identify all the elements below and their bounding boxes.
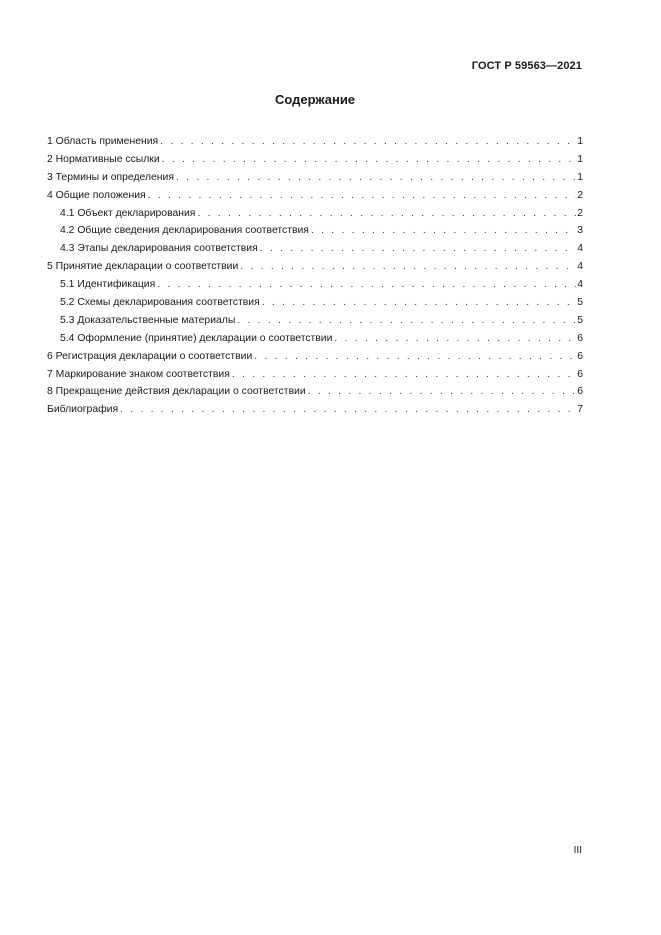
toc-entry-label: 7 Маркирование знаком соответствия: [47, 368, 230, 380]
toc-entry-label: 8 Прекращение действия декларации о соответствии: [47, 386, 306, 398]
toc-leader-dots: [162, 151, 577, 169]
toc-entry-label: 5.4 Оформление (принятие) декларации о соответствии: [60, 332, 333, 344]
toc-entry-page: 3: [577, 225, 583, 237]
toc-entry-label: 3 Термины и определения: [47, 171, 174, 183]
toc-entry[interactable]: [47, 348, 583, 366]
toc-entry-label: 6 Регистрация декларации о соответствии: [47, 350, 253, 362]
toc-entry-page: 2: [577, 207, 583, 219]
toc-leader-dots: [197, 205, 576, 223]
toc-leader-dots: [148, 187, 577, 205]
table-of-contents: [47, 133, 583, 419]
toc-entry-label: 4.3 Этапы декларирования соответствия: [60, 243, 258, 255]
toc-entry-page: 6: [577, 386, 583, 398]
toc-entry[interactable]: [47, 258, 583, 276]
toc-subentry[interactable]: [47, 222, 583, 240]
toc-subentry[interactable]: [47, 294, 583, 312]
toc-entry-page: 1: [577, 136, 583, 147]
toc-entry[interactable]: [47, 187, 583, 205]
toc-leader-dots: [260, 240, 577, 258]
page-number: III: [573, 845, 582, 856]
toc-entry-page: 7: [577, 404, 583, 416]
toc-entry-label: 5.1 Идентификация: [60, 279, 156, 291]
toc-entry[interactable]: [47, 366, 583, 384]
toc-entry-page: 4: [577, 279, 583, 291]
toc-subentry[interactable]: [47, 312, 583, 330]
toc-entry-page: 5: [577, 314, 583, 326]
toc-leader-dots: [237, 312, 576, 330]
toc-entry-label: 4 Общие положения: [47, 189, 146, 201]
toc-leader-dots: [311, 222, 576, 240]
toc-entry-page: 6: [577, 350, 583, 362]
toc-entry[interactable]: [47, 169, 583, 187]
document-code: ГОСТ Р 59563—2021: [471, 60, 582, 72]
toc-entry-label: 5.3 Доказательственные материалы: [60, 314, 236, 326]
toc-leader-dots: [334, 330, 576, 348]
toc-entry-page: 1: [577, 153, 583, 165]
toc-leader-dots: [308, 383, 577, 401]
toc-entry[interactable]: [47, 133, 583, 151]
toc-leader-dots: [120, 401, 576, 419]
toc-entry-page: 1: [577, 171, 583, 183]
toc-leader-dots: [160, 133, 576, 151]
toc-entry-page: 5: [577, 297, 583, 309]
toc-entry-bibliography[interactable]: [47, 401, 583, 419]
toc-title: Содержание: [274, 92, 356, 107]
toc-entry-page: 4: [577, 243, 583, 255]
toc-entry-label: 1 Область применения: [47, 136, 159, 147]
toc-entry-page: 6: [577, 368, 583, 380]
toc-entry-page: 6: [577, 332, 583, 344]
toc-entry[interactable]: [47, 383, 583, 401]
toc-leader-dots: [262, 294, 577, 312]
toc-entry-page: 2: [577, 189, 583, 201]
toc-entry-page: 4: [577, 261, 583, 273]
toc-entry-label: 4.2 Общие сведения декларирования соответствия: [60, 225, 309, 237]
toc-leader-dots: [232, 366, 576, 384]
toc-leader-dots: [157, 276, 576, 294]
toc-entry-label: 5.2 Схемы декларирования соответствия: [60, 297, 260, 309]
toc-subentry[interactable]: [47, 330, 583, 348]
toc-subentry[interactable]: [47, 240, 583, 258]
toc-entry[interactable]: [47, 151, 583, 169]
toc-leader-dots: [176, 169, 576, 187]
toc-entry-label: 2 Нормативные ссылки: [47, 153, 160, 165]
toc-leader-dots: [254, 348, 576, 366]
toc-leader-dots: [240, 258, 576, 276]
toc-entry-label: Библиография: [47, 404, 119, 416]
toc-subentry[interactable]: [47, 276, 583, 294]
toc-entry-label: 4.1 Объект декларирования: [60, 207, 196, 219]
toc-entry-label: 5 Принятие декларации о соответствии: [47, 261, 239, 273]
toc-subentry[interactable]: [47, 205, 583, 223]
